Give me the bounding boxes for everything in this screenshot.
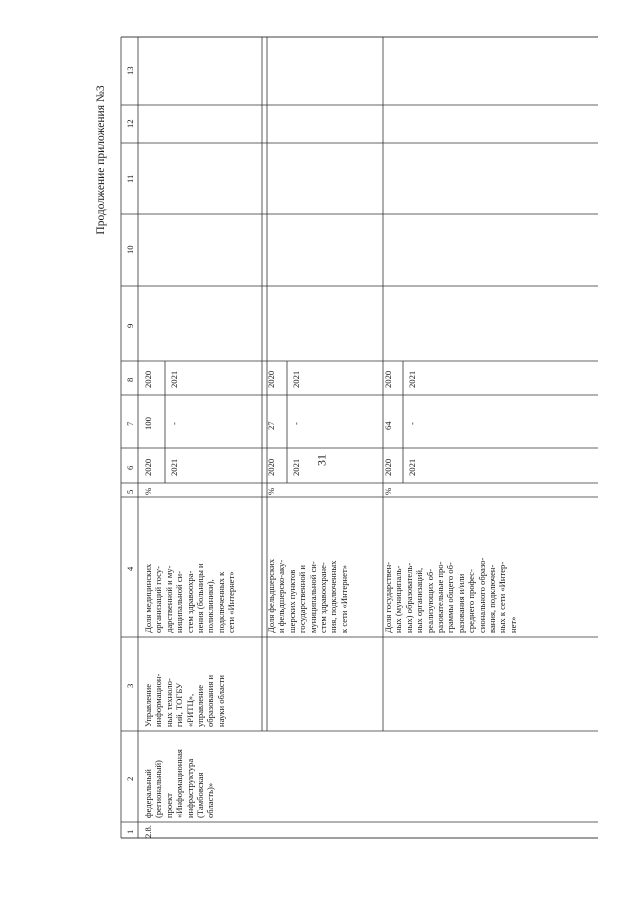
indicator-line: сионального образо- [476, 557, 487, 633]
plan-value: - [291, 421, 301, 425]
column-number: 12 [125, 119, 135, 128]
indicator-line: подключенных к [215, 571, 226, 633]
plan-year: 2021 [169, 458, 179, 476]
indicator-line: дарственной и му- [163, 565, 174, 633]
indicator-line: стем здравоохране- [318, 562, 328, 633]
base-value: 64 [383, 420, 393, 430]
plan-year: 2021 [407, 458, 417, 476]
indicator-line: ниципальной си- [174, 570, 185, 633]
indicator-line: ных организаций, [414, 567, 425, 633]
start-year: 2020 [143, 370, 153, 388]
indicator-line: к сети «Интернет» [338, 565, 349, 633]
column-number: 10 [125, 245, 135, 254]
column-number: 9 [125, 323, 135, 328]
base-value: 27 [266, 420, 276, 430]
base-year: 2020 [143, 458, 153, 476]
plan-start-year: 2021 [291, 370, 301, 388]
base-value: 100 [143, 416, 153, 430]
responsible-line: ных техноло- [163, 678, 174, 727]
indicator-line: поликлиники), [205, 579, 216, 633]
responsible-line: Управление [143, 683, 153, 727]
responsible-line: «РИТЦ», [184, 693, 195, 727]
project-name-line: (региональный) [153, 760, 164, 818]
responsible-line: гий, ТОГБУ [174, 682, 185, 727]
indicator-line: нения (больницы и [195, 563, 205, 633]
indicator-line: Доля государствен- [383, 561, 393, 633]
indicator-line: среднего профес- [466, 569, 477, 633]
column-number: 3 [125, 683, 135, 688]
indicator-line: разовательные про- [435, 561, 445, 633]
indicator-line: сети «Интернет» [226, 571, 237, 633]
column-number: 2 [125, 776, 135, 781]
plan-value: - [407, 421, 417, 425]
indicator-line: разования и/или [455, 573, 466, 633]
indicator-line: организаций госу- [153, 566, 164, 633]
responsible-line: образования и [205, 674, 216, 727]
indicator-line: ных (муниципаль- [393, 565, 404, 633]
indicator-line: стем здравоохра- [184, 570, 195, 633]
plan-value: - [169, 421, 179, 425]
annex-caption: Продолжение приложения №3 [95, 85, 107, 235]
indicator-unit: % [143, 487, 153, 495]
base-year: 2020 [266, 458, 276, 476]
column-number: 7 [125, 421, 135, 426]
column-number: 1 [125, 829, 135, 834]
project-name-line: область)» [205, 782, 216, 818]
responsible-line: управление [195, 684, 205, 727]
indicator-line: и фельдшерско-аку- [276, 559, 287, 633]
indicator-line: нет» [507, 616, 518, 633]
row-number: 2.8. [143, 825, 153, 838]
indicator-line: Доля медицинских [143, 563, 153, 633]
indicator-line: шерских пунктов [286, 569, 297, 633]
plan-year: 2021 [291, 458, 301, 476]
start-year: 2020 [266, 370, 276, 388]
indicator-line: ных) образователь- [403, 562, 414, 633]
start-year: 2020 [383, 370, 393, 388]
responsible-line: науки области [215, 675, 226, 727]
indicator-line: граммы общего об- [445, 562, 456, 633]
column-number: 13 [125, 66, 135, 75]
indicator-line: ния, подключенных [328, 560, 339, 633]
indicator-unit: % [383, 487, 393, 495]
project-name-line: проект [163, 793, 174, 818]
indicator-line: Доля фельдшерских [266, 558, 276, 633]
column-number: 5 [125, 489, 135, 494]
base-year: 2020 [383, 458, 393, 476]
indicator-line: вания, подключен- [487, 564, 497, 633]
plan-start-year: 2021 [407, 370, 417, 388]
column-number: 4 [125, 566, 135, 571]
plan-start-year: 2021 [169, 370, 179, 388]
project-name-line: «Информационная [174, 749, 185, 818]
project-name-line: (Тамбовская [195, 772, 205, 818]
project-name-line: федеральный [143, 769, 153, 818]
indicator-line: реализующих об- [424, 568, 435, 633]
column-number: 6 [125, 465, 135, 470]
page-number: 31 [314, 454, 329, 466]
indicator-unit: % [266, 487, 276, 495]
indicator-line: государственной и [297, 565, 308, 633]
project-name-line: инфраструктура [184, 758, 195, 818]
indicator-line: муниципальной си- [307, 561, 318, 633]
responsible-line: информацион- [153, 673, 164, 727]
indicator-line: ных к сети «Интер- [497, 561, 508, 633]
column-number: 8 [125, 377, 135, 382]
column-number: 11 [125, 174, 135, 183]
